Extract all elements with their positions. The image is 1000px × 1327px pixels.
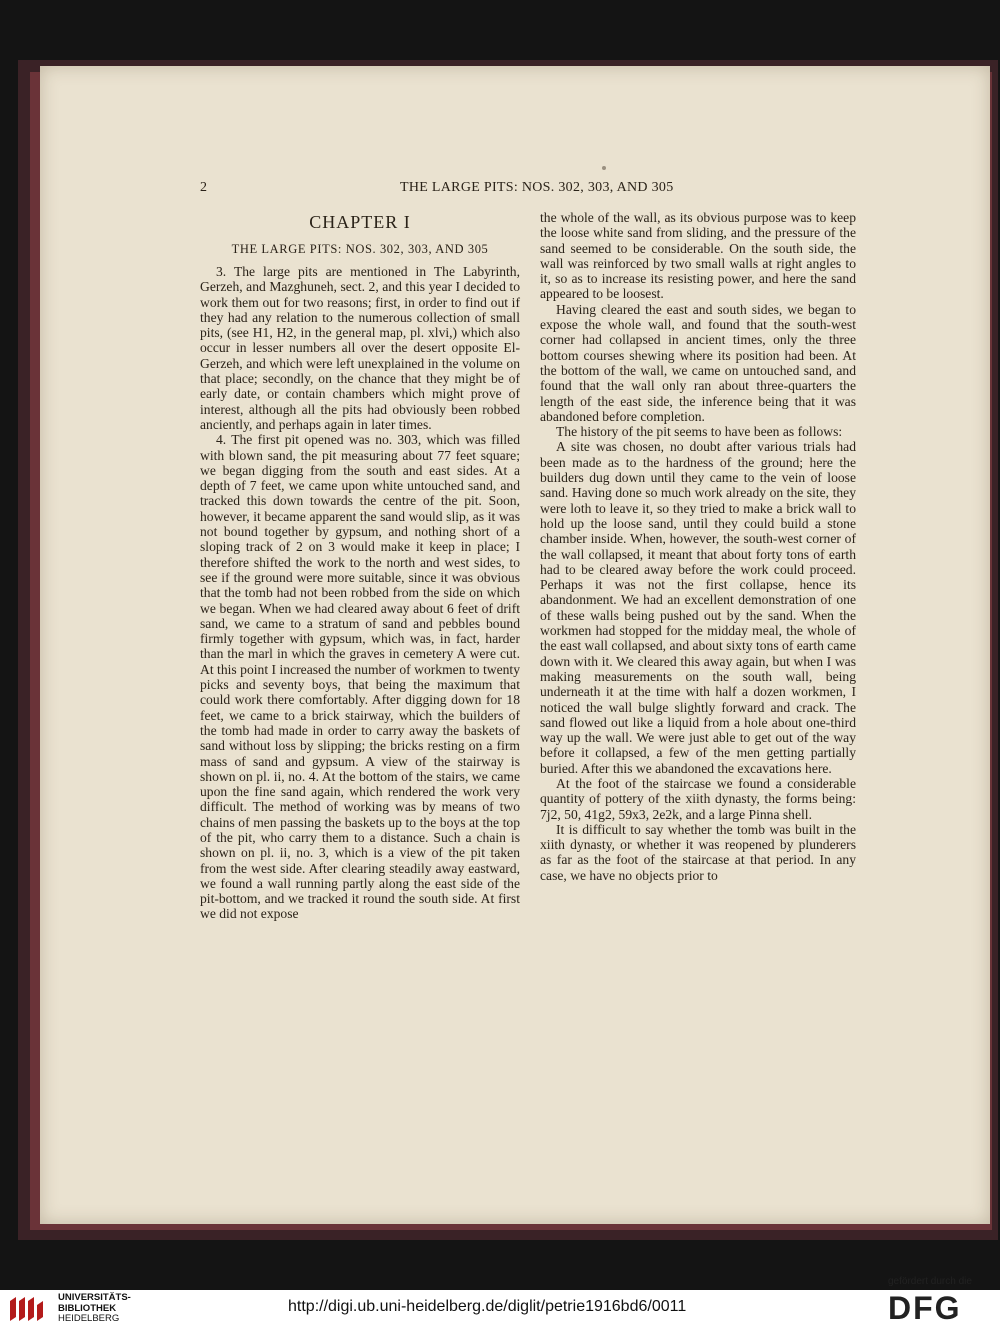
- viewer-footer: [0, 1276, 1000, 1327]
- running-head: [200, 180, 960, 200]
- text-column-right: [540, 210, 856, 883]
- paragraph: A site was chosen, no doubt after various trials had been made as to the hardness of the ground; here the builders dug down until they came to the vein of loose sand. Having done so much work already on the site, they were loth to leave it, so they tried to make a brick wall to hold up the loose sand, until they could build a stone chamber inside. When, however, the south-west corner of the wall collapsed, it meant that about forty tons of earth had to be cleared away before the work could proceed. Perhaps it was not the first collapse, hence its abandonment. We had an excellent demonstration of one of these walls being pushed out by the sand. When the workmen had stopped for the midday meal, the whole of the east wall collapsed, and about sixty tons of earth came down with it. We cleared this away again, but when I was making measurements on the south wall, being underneath it at the time with half a dozen workmen, I noticed the wall bulge slightly forward and crack. The sand flowed out like a liquid from a hole about one-third way up the wall. We were just able to get out of the way before it collapsed, a few of the men getting partially buried. After this we abandoned the excavations here.: [540, 439, 856, 776]
- chapter-heading: CHAPTER I: [309, 212, 411, 232]
- paragraph: the whole of the wall, as its obvious purpose was to keep the loose white sand from sliding, and the pressure of the sand seemed to be considerable. On the south side, the wall was reinforced by two small walls at right angles to it, so as to increase its resisting power, and here the sand appeared to be loosest.: [540, 210, 856, 302]
- library-logo-icon[interactable]: [8, 1295, 50, 1323]
- paragraph: At the foot of the staircase we found a considerable quantity of pottery of the xiith dynasty, the forms being: 7j2, 50, 41g2, 59x3, 2e2k, and a large Pinna shell.: [540, 775, 856, 822]
- library-name[interactable]: UNIVERSITÄTS- BIBLIOTHEK HEIDELBERG: [58, 1292, 131, 1324]
- page-number: 2: [200, 180, 207, 195]
- running-title: THE LARGE PITS: NOS. 302, 303, AND 305: [400, 180, 674, 195]
- paragraph: Having cleared the east and south sides, we began to expose the whole wall, and found that the south-west corner had collapsed in ancient times, only the three bottom courses shewing where its position had been. At the bottom of the wall, we came on untouched sand, and found that the wall only ran about three-quarters the length of the east side, the inference being that it was abandoned before completion.: [540, 301, 856, 424]
- permalink-url[interactable]: http://digi.ub.uni-heidelberg.de/diglit/petrie1916bd6/0011: [288, 1298, 687, 1315]
- funding-credit: gefördert durch die: [888, 1276, 972, 1287]
- text-column-left: [200, 210, 520, 922]
- page-mark: [602, 166, 606, 170]
- paragraph: 4. The first pit opened was no. 303, which was filled with blown sand, the pit measuring about 77 feet square; we began digging from the south and east sides. At a depth of 7 feet, we came upon white untouched sand, and tracked this down towards the centre of the pit. Soon, however, it became apparent the sand would slip, as it was not bound together by gypsum, and nothing short of a sloping track of 2 on 3 would make it keep in place; I therefore shifted the work to the north and west sides, to see if the ground were more suitable, since it was obvious that the tomb had not been robbed from the side on which we began. When we had cleared away about 6 feet of drift sand, we came to a stratum of sand and pebbles bound firmly together with gypsum, which was, in fact, harder than the marl in which the graves in cemetery A were cut. At this point I increased the number of workmen to twenty picks and seventy boys, that being the maximum that could work there comfortably. After digging down for 18 feet, we came to a brick stairway, which the builders of the tomb had made in order to carry away the baskets of sand without loss by slipping; the bricks resting on a firm mass of sand and gypsum. A view of the stairway is shown on pl. ii, no. 4. At the bottom of the stairs, we came upon the fine sand again, which rendered the work very difficult. The method of working was by means of two chains of men passing the baskets up to the boys at the top of the pit, who carry them to a distance. Such a chain is shown on pl. ii, no. 3, which is a view of the pit taken from the west side. After clearing steadily away eastward, we found a wall running partly along the east side of the pit-bottom, and we tracked it round the south side. At first we did not expose: [200, 432, 520, 922]
- paragraph: The history of the pit seems to have been as follows:: [556, 424, 843, 440]
- chapter-subheading: THE LARGE PITS: NOS. 302, 303, AND 305: [231, 242, 489, 256]
- paragraph: It is difficult to say whether the tomb was built in the xiith dynasty, or whether it was reopened by plunderers as far as the foot of the staircase at that period. In any case, we have no objects prior to: [540, 821, 856, 883]
- paragraph: 3. The large pits are mentioned in The Labyrinth, Gerzeh, and Mazghuneh, sect. 2, and this year I decided to work them out for two reasons; first, in order to find out if they had any relation to the numerous collection of small pits, (see H1, H2, in the general map, pl. xlvi,) which also occur in lesser numbers all over the desert opposite El-Gerzeh, and which were left unexplained in the volume on that place; secondly, on the chance that they might be of early date, or contain chambers which might prove of interest, although all the pits had obviously been robbed anciently, and perhaps again in later times.: [200, 264, 520, 432]
- dfg-logo-icon[interactable]: DFG: [888, 1290, 962, 1326]
